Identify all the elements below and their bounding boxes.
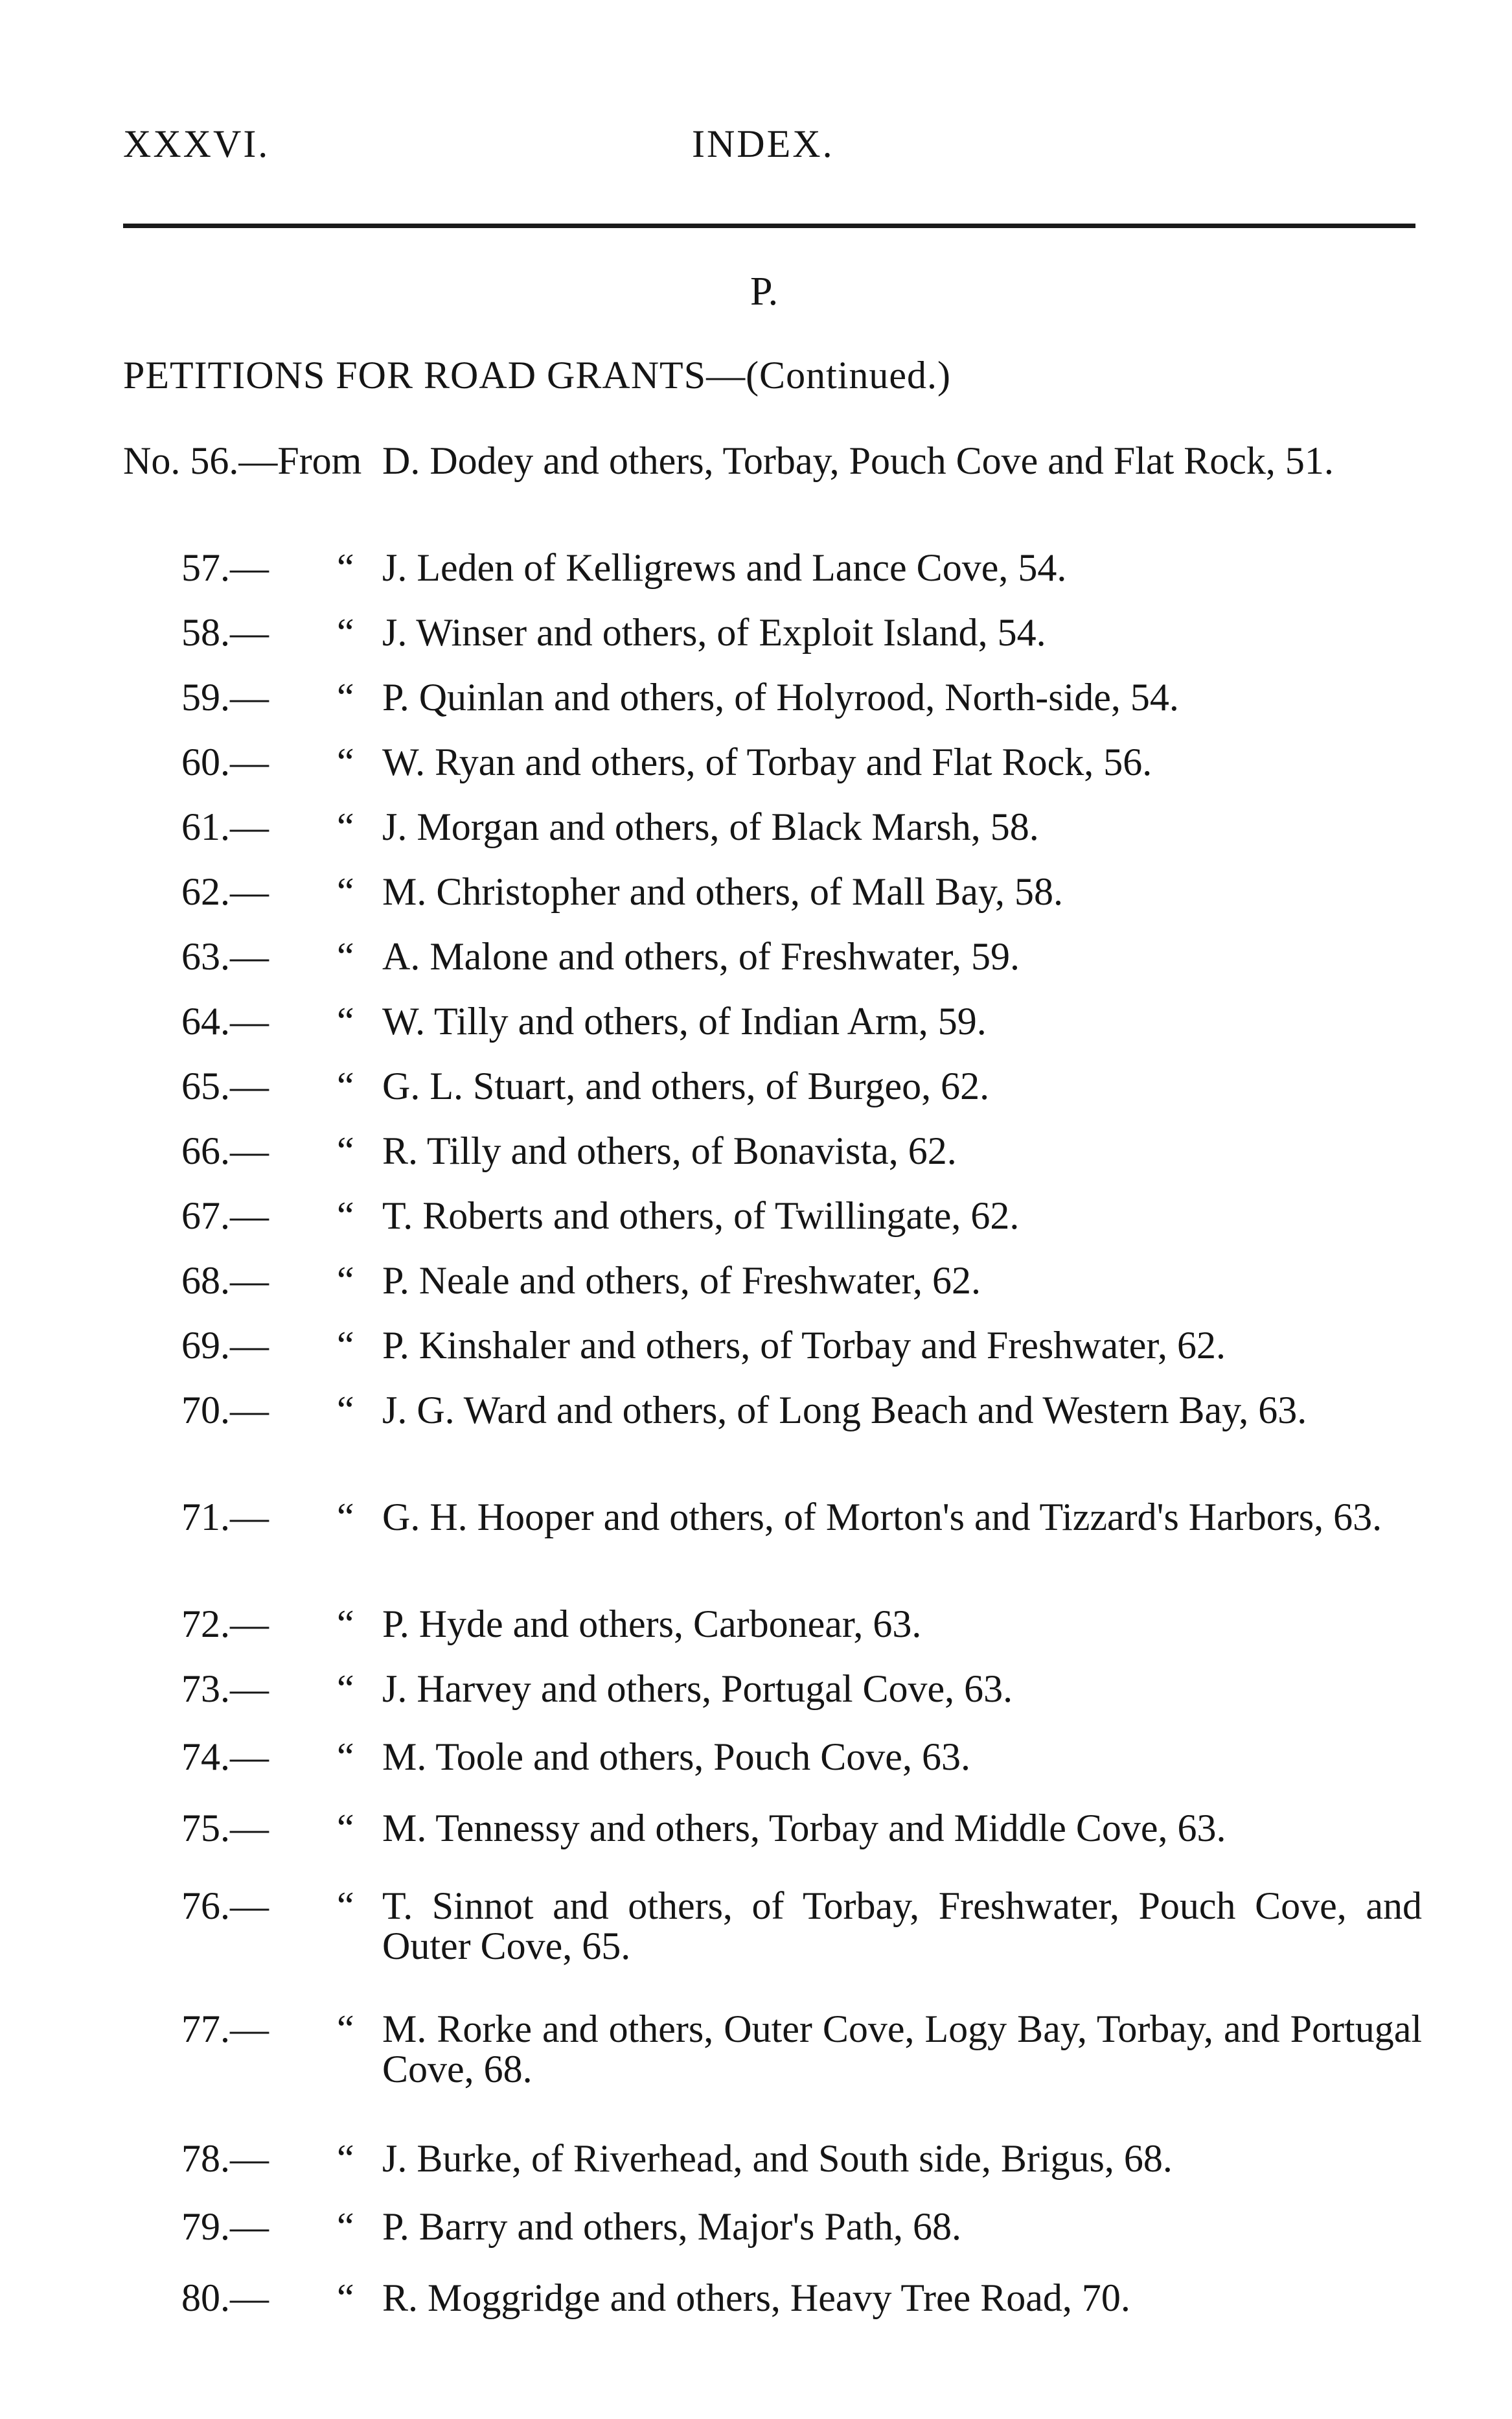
entry-text: J. Harvey and others, Portugal Cove, 63.: [382, 1667, 1013, 1710]
ditto-mark: “: [337, 1259, 354, 1302]
entry-text: J. Burke, of Riverhead, and South side, Brigus, 68.: [382, 2137, 1173, 2180]
entry-number: 76.—: [181, 1884, 269, 1927]
ditto-mark: “: [337, 611, 354, 654]
entry-text: P. Neale and others, of Freshwater, 62.: [382, 1259, 981, 1302]
entry-text: P. Quinlan and others, of Holyrood, North-side, 54.: [382, 676, 1179, 719]
entry-text: R. Moggridge and others, Heavy Tree Road, 70.: [382, 2276, 1130, 2319]
ditto-mark: “: [337, 1735, 354, 1778]
entry-number: 72.—: [181, 1603, 269, 1645]
entry-text: P. Barry and others, Major's Path, 68.: [382, 2205, 962, 2248]
page-number: XXXVI.: [123, 122, 270, 165]
ditto-mark: “: [337, 741, 354, 783]
entry-number: 66.—: [181, 1129, 269, 1172]
ditto-mark: “: [337, 2205, 354, 2248]
entry-number: 60.—: [181, 741, 269, 783]
section-letter: P.: [750, 270, 779, 314]
entry-text: M. Toole and others, Pouch Cove, 63.: [382, 1735, 970, 1778]
ditto-mark: “: [337, 935, 354, 978]
ditto-mark: “: [337, 1603, 354, 1645]
entry-number: No. 56.—From: [123, 439, 362, 482]
entry-text: M. Tennessy and others, Torbay and Middle Cove, 63.: [382, 1807, 1226, 1849]
ditto-mark: “: [337, 1065, 354, 1107]
ditto-mark: “: [337, 870, 354, 913]
entry-text: G. H. Hooper and others, of Morton's and Tizzard's Harbors, 63.: [382, 1496, 1382, 1538]
ditto-mark: “: [337, 1000, 354, 1043]
entry-number: 68.—: [181, 1259, 269, 1302]
entry-number: 74.—: [181, 1735, 269, 1778]
ditto-mark: “: [337, 2008, 354, 2050]
entry-number: 80.—: [181, 2276, 269, 2319]
entry-text: R. Tilly and others, of Bonavista, 62.: [382, 1129, 957, 1172]
entry-text: J. Leden of Kelligrews and Lance Cove, 54.: [382, 546, 1067, 589]
entry-text: T. Roberts and others, of Twillingate, 62.: [382, 1194, 1020, 1237]
entry-number: 62.—: [181, 870, 269, 913]
entry-number: 61.—: [181, 805, 269, 848]
page-title: INDEX.: [692, 122, 834, 165]
entry-number: 71.—: [181, 1496, 269, 1538]
entry-text: W. Ryan and others, of Torbay and Flat Rock, 56.: [382, 741, 1152, 783]
entry-number: 79.—: [181, 2205, 269, 2248]
ditto-mark: “: [337, 805, 354, 848]
ditto-mark: “: [337, 2137, 354, 2180]
entry-text: J. Winser and others, of Exploit Island, 54.: [382, 611, 1046, 654]
section-heading: PETITIONS FOR ROAD GRANTS—(Continued.): [123, 354, 952, 397]
entry-text: M. Rorke and others, Outer Cove, Logy Bay, Torbay, and Portugal Cove, 68.: [382, 2008, 1422, 2090]
ditto-mark: “: [337, 2276, 354, 2319]
ditto-mark: “: [337, 1807, 354, 1849]
header-rule: [123, 224, 1415, 228]
entry-text: D. Dodey and others, Torbay, Pouch Cove and Flat Rock, 51.: [382, 439, 1334, 482]
entry-number: 65.—: [181, 1065, 269, 1107]
entry-number: 67.—: [181, 1194, 269, 1237]
ditto-mark: “: [337, 676, 354, 719]
ditto-mark: “: [337, 1884, 354, 1927]
entry-number: 73.—: [181, 1667, 269, 1710]
ditto-mark: “: [337, 1496, 354, 1538]
entry-text: J. G. Ward and others, of Long Beach and Western Bay, 63.: [382, 1389, 1307, 1431]
entry-number: 57.—: [181, 546, 269, 589]
entry-text: P. Kinshaler and others, of Torbay and Freshwater, 62.: [382, 1324, 1226, 1367]
entry-number: 69.—: [181, 1324, 269, 1367]
entry-text: G. L. Stuart, and others, of Burgeo, 62.: [382, 1065, 990, 1107]
entry-number: 58.—: [181, 611, 269, 654]
entry-text: J. Morgan and others, of Black Marsh, 58.: [382, 805, 1039, 848]
ditto-mark: “: [337, 1324, 354, 1367]
entry-text: P. Hyde and others, Carbonear, 63.: [382, 1603, 922, 1645]
entry-number: 78.—: [181, 2137, 269, 2180]
entry-number: 70.—: [181, 1389, 269, 1431]
entry-number: 64.—: [181, 1000, 269, 1043]
entry-number: 75.—: [181, 1807, 269, 1849]
entry-number: 59.—: [181, 676, 269, 719]
entry-text: T. Sinnot and others, of Torbay, Freshwater, Pouch Cove, and Outer Cove, 65.: [382, 1884, 1422, 1967]
ditto-mark: “: [337, 546, 354, 589]
entry-text: M. Christopher and others, of Mall Bay, 58.: [382, 870, 1063, 913]
ditto-mark: “: [337, 1667, 354, 1710]
ditto-mark: “: [337, 1194, 354, 1237]
ditto-mark: “: [337, 1389, 354, 1431]
entry-text: W. Tilly and others, of Indian Arm, 59.: [382, 1000, 987, 1043]
entry-text: A. Malone and others, of Freshwater, 59.: [382, 935, 1020, 978]
running-head: [123, 122, 1412, 174]
ditto-mark: “: [337, 1129, 354, 1172]
entry-number: 77.—: [181, 2008, 269, 2050]
entry-number: 63.—: [181, 935, 269, 978]
